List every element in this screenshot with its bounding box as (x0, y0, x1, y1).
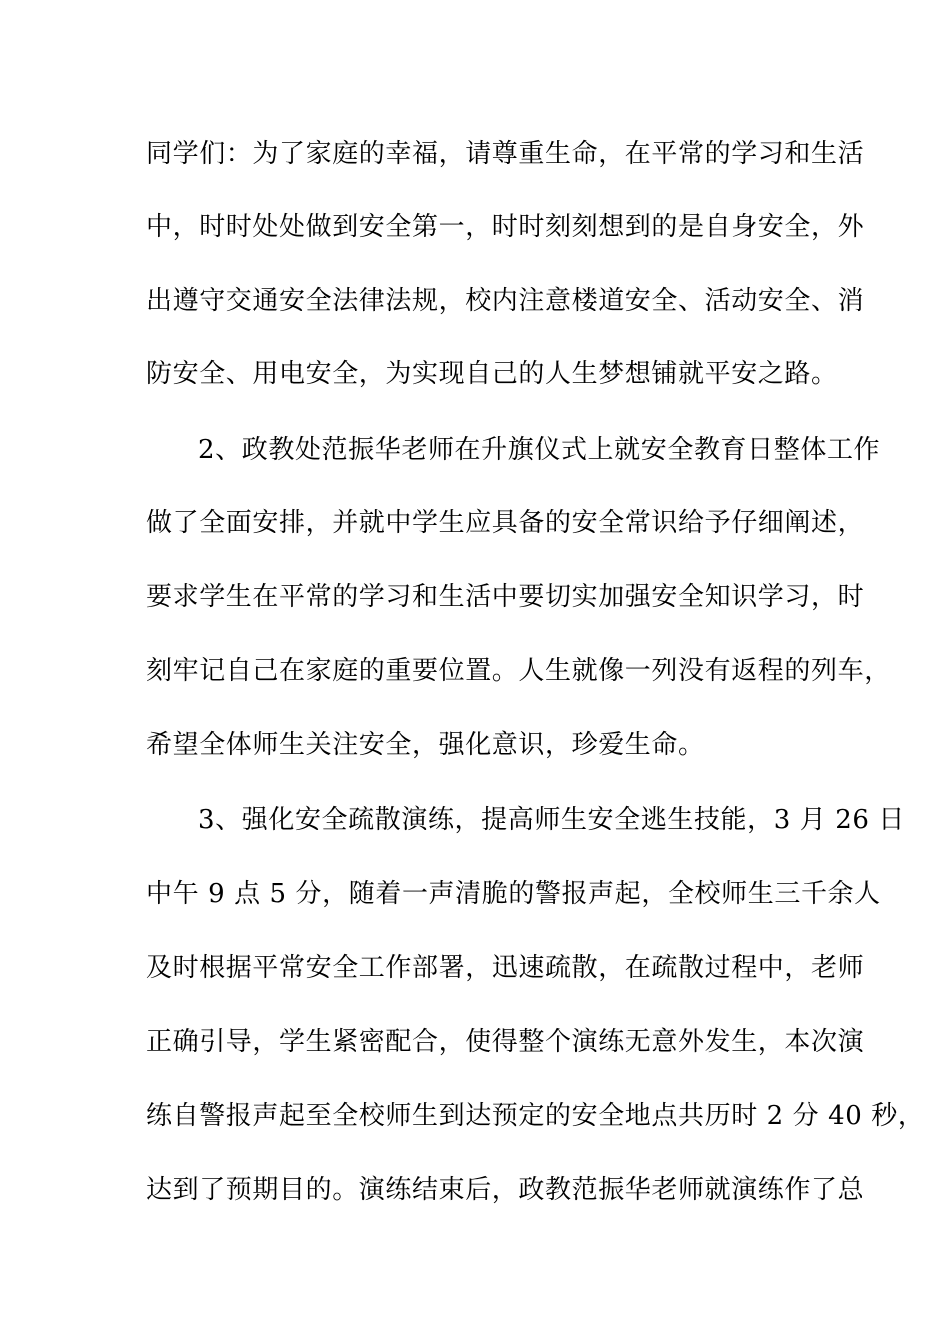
paragraph-1-line-4: 防安全、用电安全，为实现自己的人生梦想铺就平安之路。 (146, 359, 838, 389)
paragraph-1-line-3: 出遵守交通安全法律法规，校内注意楼道安全、活动安全、消 (146, 286, 865, 316)
paragraph-3-line-2: 中午 9 点 5 分，随着一声清脆的警报声起，全校师生三千余人 (146, 879, 881, 909)
paragraph-2-line-2: 做了全面安排，并就中学生应具备的安全常识给予仔细阐述， (146, 508, 865, 538)
paragraph-1-line-2: 中，时时处处做到安全第一，时时刻刻想到的是自身安全，外 (146, 212, 865, 242)
paragraph-2-line-3: 要求学生在平常的学习和生活中要切实加强安全知识学习，时 (146, 582, 865, 612)
paragraph-3-line-5: 练自警报声起至全校师生到达预定的安全地点共历时 2 分 40 秒， (146, 1101, 925, 1131)
paragraph-2-line-5: 希望全体师生关注安全，强化意识，珍爱生命。 (146, 730, 705, 760)
paragraph-1-line-1: 同学们：为了家庭的幸福，请尊重生命，在平常的学习和生活 (146, 139, 865, 169)
paragraph-3-line-6: 达到了预期目的。演练结束后，政教范振华老师就演练作了总 (146, 1175, 865, 1205)
paragraph-3-line-4: 正确引导，学生紧密配合，使得整个演练无意外发生，本次演 (146, 1027, 865, 1057)
paragraph-3-line-1: 3、强化安全疏散演练，提高师生安全逃生技能，3 月 26 日 (198, 805, 905, 835)
paragraph-2-line-4: 刻牢记自己在家庭的重要位置。人生就像一列没有返程的列车， (146, 656, 891, 686)
paragraph-2-line-1: 2、政教处范振华老师在升旗仪式上就安全教育日整体工作 (198, 435, 881, 465)
paragraph-3-line-3: 及时根据平常安全工作部署，迅速疏散，在疏散过程中，老师 (146, 953, 865, 983)
